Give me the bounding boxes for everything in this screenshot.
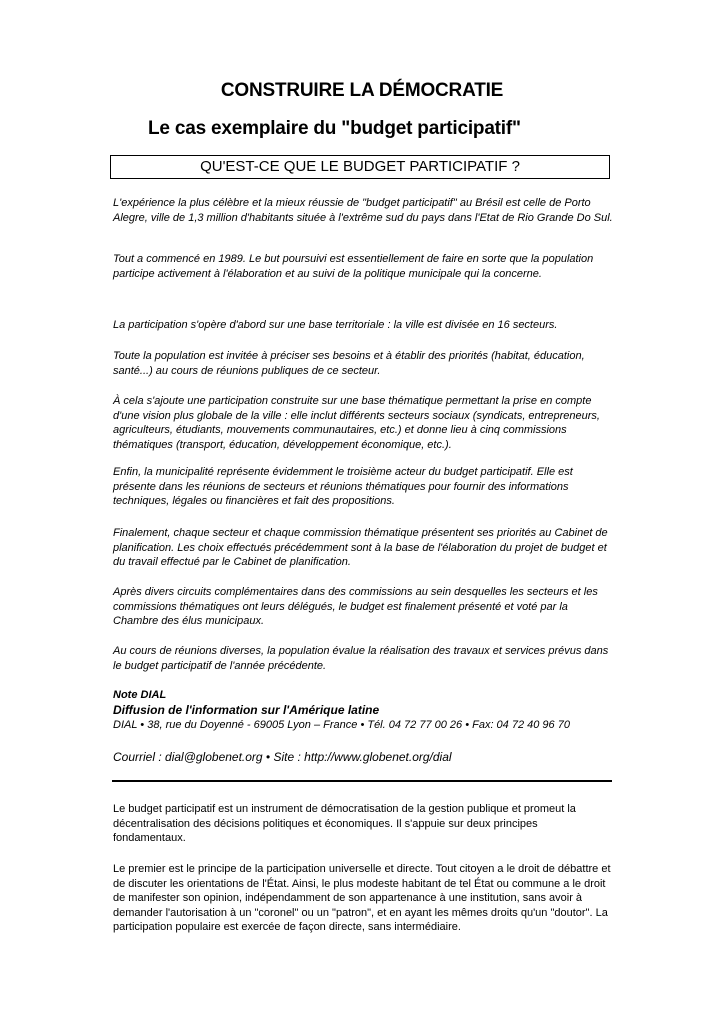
- paragraph-text: Le budget participatif est un instrument de démocratisation de la gestion publique et promeut la décentralisation des décisions politiques et économiques. Il s'appuie sur deux principes fondamentaux.: [113, 803, 576, 844]
- section-heading-box: QU'EST-CE QUE LE BUDGET PARTICIPATIF ?: [110, 155, 610, 179]
- paragraph-2: [113, 252, 613, 281]
- paragraph-5: [113, 394, 613, 452]
- paragraph-text: Après divers circuits complémentaires dans des commissions au sein desquelles les secteurs et les commissions thématiques ont leurs délégués, le budget est finalement présenté et voté par la Chambre des élus municipaux.: [113, 586, 598, 627]
- paragraph-9: [113, 644, 613, 673]
- paragraph-1: [113, 196, 613, 225]
- bottom-paragraph-2: [113, 862, 613, 935]
- note-label: Note DIAL: [113, 689, 167, 701]
- paragraph-text: Enfin, la municipalité représente évidemment le troisième acteur du budget participatif. Elle est présente dans les réunions de secteurs et réunions thématiques pour fournir des informations techniques, légales ou financières et fait des propositions.: [113, 466, 573, 507]
- paragraph-7: [113, 526, 613, 570]
- page-title: CONSTRUIRE LA DÉMOCRATIE: [220, 80, 504, 101]
- note-contact: DIAL • 38, rue du Doyenné - 69005 Lyon – France • Tél. 04 72 77 00 26 • Fax: 04 72 40 96 70: [113, 719, 570, 731]
- note-organization: Diffusion de l'information sur l'Amérique latine: [113, 703, 380, 717]
- paragraph-text: Le premier est le principe de la participation universelle et directe. Tout citoyen a le droit de débattre et de discuter les orientations de l'État. Ainsi, le plus modeste habitant de tel État ou commune a le droit de manifester son opinion, indépendamment de son appartenance à une institution, sans avoir à demander l'autorisation à un "coronel" ou un "patron", et en ayant les mêmes droits qu'un "doutor". La participation populaire est exercée de façon directe, sans intermédiaire.: [113, 863, 611, 933]
- paragraph-text: Au cours de réunions diverses, la population évalue la réalisation des travaux et services prévus dans le budget participatif de l'année précédente.: [113, 645, 609, 672]
- paragraph-8: [113, 585, 613, 629]
- page-subtitle: Le cas exemplaire du "budget participatif": [148, 118, 521, 139]
- note-web-contact: Courriel : dial@globenet.org • Site : http://www.globenet.org/dial: [113, 750, 452, 764]
- paragraph-text: L'expérience la plus célèbre et la mieux réussie de "budget participatif" au Brésil est celle de Porto Alegre, ville de 1,3 million d'habitants située à l'extrême sud du pays dans l'Etat de Rio Grande Do Sul.: [113, 197, 613, 224]
- paragraph-4: [113, 349, 613, 378]
- horizontal-divider: [112, 780, 612, 782]
- paragraph-6: [113, 465, 613, 509]
- bottom-paragraph-1: [113, 802, 613, 846]
- paragraph-text: Tout a commencé en 1989. Le but poursuivi est essentiellement de faire en sorte que la population participe activement à l'élaboration et au suivi de la politique municipale qui la concerne.: [113, 253, 594, 280]
- paragraph-text: Finalement, chaque secteur et chaque commission thématique présentent ses priorités au Cabinet de planification. Les choix effectués précédemment sont à la base de l'élaboration du projet de budget et du travail effectué par le Cabinet de planification.: [113, 527, 608, 568]
- paragraph-text: Toute la population est invitée à préciser ses besoins et à établir des priorités (habitat, éducation, santé...) au cours de réunions publiques de ce secteur.: [113, 350, 585, 377]
- paragraph-3: [113, 318, 613, 333]
- paragraph-text: La participation s'opère d'abord sur une base territoriale : la ville est divisée en 16 secteurs.: [113, 319, 558, 331]
- paragraph-text: À cela s'ajoute une participation construite sur une base thématique permettant la prise en compte d'une vision plus globale de la ville : elle inclut différents secteurs sociaux (syndicats, entrepreneurs, agriculteurs, étudiants, mouvements communautaires, etc.) et donne lieu à cinq commissions thématiques (transport, éducation, développement économique, etc.).: [113, 395, 600, 451]
